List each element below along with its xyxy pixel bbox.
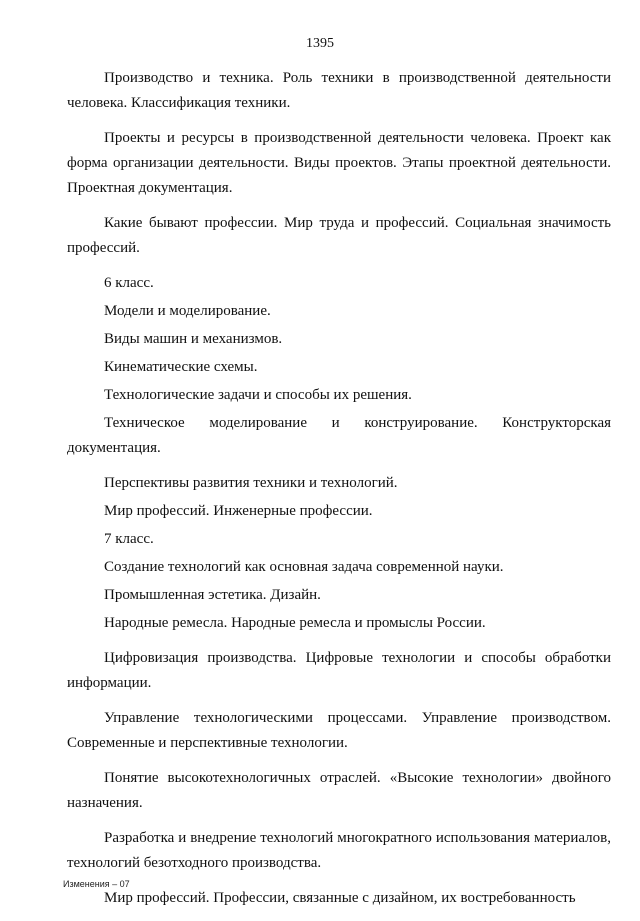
- paragraph: Цифровизация производства. Цифровые технологии и способы обработки информации.: [67, 650, 611, 691]
- paragraph: Какие бывают профессии. Мир труда и профессий. Социальная значимость профессий.: [67, 215, 611, 256]
- paragraph: Разработка и внедрение технологий многократного использования материалов, технологий безотходного производства.: [67, 830, 611, 871]
- paragraph: Виды машин и механизмов.: [104, 331, 283, 347]
- paragraph: Управление технологическими процессами. Управление производством. Современные и перспективные технологии.: [67, 710, 611, 751]
- grade-heading: 7 класс.: [104, 531, 154, 547]
- paragraph: Производство и техника. Роль техники в производственной деятельности человека. Классификация техники.: [67, 70, 611, 111]
- paragraph: Мир профессий. Инженерные профессии.: [104, 503, 373, 519]
- paragraph: Создание технологий как основная задача современной науки.: [104, 559, 504, 575]
- paragraph: Кинематические схемы.: [104, 359, 258, 375]
- paragraph: Технологические задачи и способы их решения.: [104, 387, 412, 403]
- page-number: 1395: [306, 36, 334, 51]
- paragraph: Проекты и ресурсы в производственной деятельности человека. Проект как форма организации деятельности. Виды проектов. Этапы проектной деятельности. Проектная документация.: [67, 130, 611, 196]
- paragraph: Техническое моделирование и конструирование. Конструкторская документация.: [67, 415, 611, 456]
- grade-heading: 6 класс.: [104, 275, 154, 291]
- paragraph: Промышленная эстетика. Дизайн.: [104, 587, 321, 603]
- paragraph: Модели и моделирование.: [104, 303, 271, 319]
- paragraph: Понятие высокотехнологичных отраслей. «Высокие технологии» двойного назначения.: [67, 770, 611, 811]
- paragraph: Перспективы развития техники и технологий.: [104, 475, 398, 491]
- document-body: [67, 66, 611, 921]
- footer-revision-note: Изменения – 07: [63, 879, 130, 889]
- paragraph: Мир профессий. Профессии, связанные с дизайном, их востребованность: [104, 890, 576, 906]
- paragraph: Народные ремесла. Народные ремесла и промыслы России.: [104, 615, 486, 631]
